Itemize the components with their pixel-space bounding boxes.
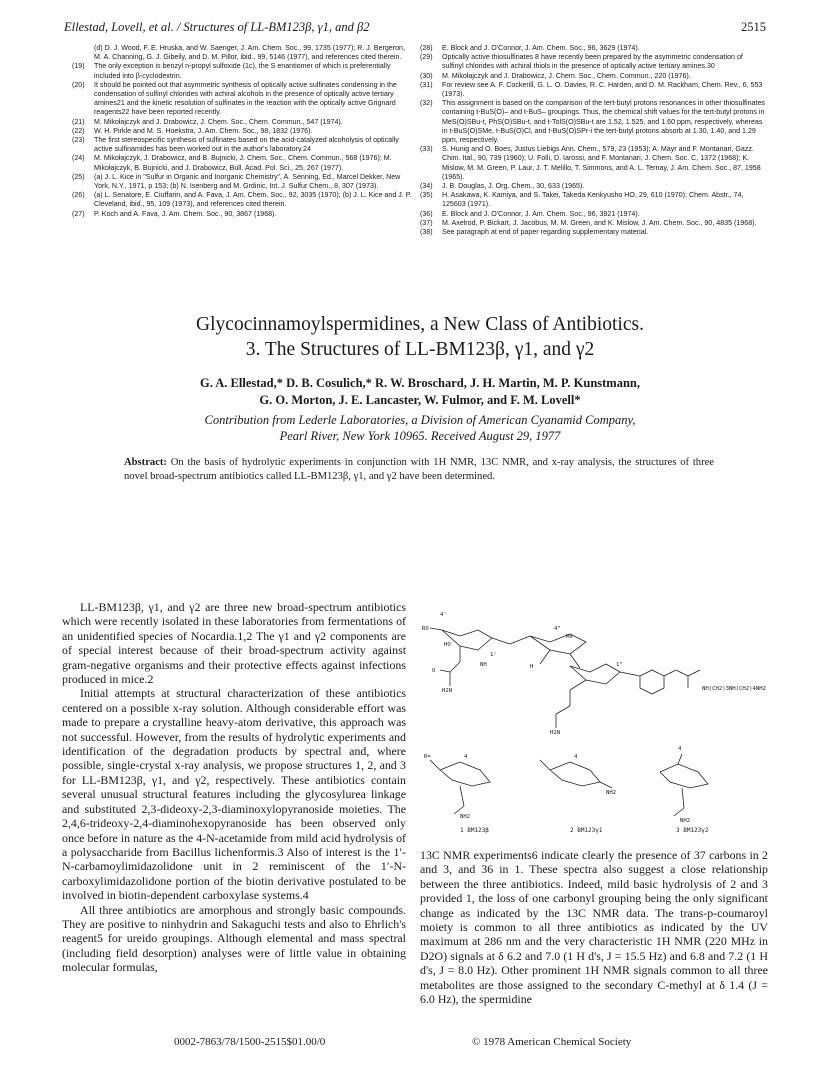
reference-text: E. Block and J. O'Connor, J. Am. Chem. Soc., 96, 3921 (1974).: [442, 209, 640, 218]
label-nh2-ring1: NH2: [460, 814, 471, 820]
body-left-column: [62, 600, 406, 975]
reference-text: W. H. Pirkle and M. S. Hoekstra, J. Am. Chem. Soc., 98, 1832 (1976).: [94, 126, 313, 135]
title-line-2: 3. The Structures of LL-BM123β, γ1, and γ2: [245, 339, 595, 360]
label-4-ring3: 4: [678, 746, 682, 752]
article-title: [120, 312, 720, 362]
running-head: [64, 20, 766, 36]
reference-text: (a) L. Senatore, E. Ciuffarin, and A. Fava, J. Am. Chem. Soc., 92, 3035 (1970); (b) J. L. Kice and J. P. Cleveland, ibid., 95, 109 (1973), and references cited therein.: [94, 191, 412, 209]
reference-item: [72, 191, 412, 209]
reference-item: [72, 173, 412, 191]
authors-line-2: G. O. Morton, J. E. Lancaster, W. Fulmor, and F. M. Lovell*: [259, 393, 581, 407]
label-4-ring2: 4: [574, 754, 578, 760]
reference-text: It should be pointed out that asymmetric synthesis of optically active sulfinates condensing in the condensation of sulfinyl chlorides with achiral alcohols in the presence of optically active tertiary amines21 and the kinetic resolution of sulfinates in the reaction with the optically active Grignard reagents22 have been reported recently.: [94, 80, 397, 117]
reference-number: (32): [420, 99, 433, 108]
reference-item: [72, 62, 412, 80]
label-o: O: [432, 668, 436, 674]
reference-text: For review see A. F. Cockerill, G. L. O. Davies, R. C. Harden, and D. M. Rackham, Chem. Rev., 6, 553 (1973).: [442, 80, 763, 99]
body-paragraph: LL-BM123β, γ1, and γ2 are three new broad-spectrum antibiotics which were recently isolated in these laboratories from fermentations of an unidentified species of Nocardia.1,2 The γ1 and γ2 components are of special interest because of their broad-spectrum activity against gram-negative organisms and their protective effects against infections produced in mice.2: [62, 600, 406, 687]
reference-text: This assignment is based on the comparison of the tert-butyl protons resonances in other thiosulfinates containing t-BuS(O)– and t-BuS– groupings. Thus, the chemical shift values for the tert-butyl protons in MeS(O)SBu-t, PhS(O)SBu-t, and t-TolS(O)SBu-t are 1.52, 1.525, and 1.60 ppm, respectively, whereas in t-BuS(O)SMe, t-BuS(O)Cl, and t-BuS(O)SPr-i the tert-butyl protons absorb at 1.30, 1.40, and 1.29 ppm, respectively.: [442, 99, 765, 145]
label-1-prime: 1': [490, 652, 497, 658]
reference-text: M. Mikołajczyk, J. Drabowicz, and B. Bujnicki, J. Chem. Soc., Chem. Commun., 568 (1976); M. Mikołajczyk, B. Bujnicki, and J. Drabowicz, Bull. Acad. Pol. Sci., 25, 267 (1977).: [94, 154, 392, 172]
reference-number: (22): [72, 126, 85, 135]
reference-number: (19): [72, 62, 85, 71]
reference-number: (38): [420, 228, 433, 237]
label-4-double-prime: 4": [554, 626, 561, 632]
abstract-text: On the basis of hydrolytic experiments in conjunction with 1H NMR, 13C NMR, and x-ray analysis, the structures of three novel broad-spectrum antibiotics called LL-BM123β, γ1, and γ2 have been determined.: [124, 457, 714, 482]
label-1-double-prime: 1": [616, 662, 623, 668]
label-r: R=: [424, 754, 431, 760]
reference-item: [420, 182, 765, 191]
reference-number: (33): [420, 145, 433, 154]
reference-number: (34): [420, 182, 433, 191]
label-side-chain: NH(CH2)3NH(CH2)4NH2: [702, 686, 766, 692]
references-right-column: [420, 44, 765, 237]
reference-number: (23): [72, 136, 85, 145]
label-4-ring1: 4: [464, 754, 468, 760]
structure-figure: [420, 610, 768, 835]
page-number: 2515: [741, 20, 766, 34]
reference-number: (31): [420, 80, 433, 89]
reference-item: [420, 44, 765, 53]
reference-text: (d) D. J. Wood, F. E. Hruska, and W. Saenger, J. Am. Chem. Soc., 99, 1735 (1977); R. J. Bergeron, M. A. Channing, G. J. Gibeily, and D. M. Pillor, ibid., 99, 5146 (1977), and references cited therein.: [94, 44, 405, 62]
body-right-column: [420, 848, 768, 1006]
abstract-label: Abstract:: [124, 457, 167, 468]
reference-item: [420, 219, 765, 228]
reference-text: M. Mikołajczyk and J. Drabowicz, J. Chem. Soc., Chem. Commun., 547 (1974).: [94, 117, 343, 126]
label-nh2-ring2: NH2: [606, 790, 617, 796]
reference-text: The first stereospecific synthesis of sulfinates based on the acid-catalyzed alcoholysis of optically active sulfinamides has been worked out in the author's laboratory.24: [94, 136, 399, 154]
reference-item: [420, 72, 765, 81]
author-list: [70, 375, 770, 409]
reference-item: [420, 81, 765, 99]
reference-text: Optically active thiosulfinates 8 have recently been prepared by the asymmetric condensation of sulfinyl chlorides with achiral thiols in the presence of optically active tertiary amines.30: [442, 53, 743, 71]
reference-text: The only exception is benzyl n-propyl sulfoxide (1c), the S enantiomer of which is preferentially included into β-cyclodextrin.: [94, 62, 391, 80]
reference-number: (37): [420, 218, 433, 227]
reference-number: (30): [420, 71, 433, 80]
reference-item: [72, 118, 412, 127]
figure-caption-3: 3 BM123γ2: [676, 827, 709, 834]
label-h2n: H2N: [442, 688, 453, 694]
reference-number: (21): [72, 117, 85, 126]
body-paragraph: 13C NMR experiments6 indicate clearly the presence of 37 carbons in 2 and 3, and 36 in 1. These spectra also suggest a close relationship between the three antibiotics. Indeed, mild basic hydrolysis of 2 and 3 provided 1, the loss of one carbonyl grouping being the only significant change as indicated by the 13C NMR data. The trans-p-coumaroyl moiety is common to all three antibiotics as indicated by the UV maximum at 286 nm and the very characteristic 1H NMR (220 MHz in D2O) signals at δ 6.2 and 7.0 (1 H d's, J = 15.5 Hz) and 6.8 and 7.2 (1 H d's, J = 8.0 Hz). Other prominent 1H NMR signals common to all three metabolites are those assigned to the secondary C-methyl at δ 1.4 (J = 6.0 Hz), the spermidine: [420, 848, 768, 1007]
reference-item: [72, 81, 412, 118]
body-paragraph: All three antibiotics are amorphous and strongly basic compounds. They are positive to ninhydrin and Sakaguchi tests and also to Ehrlich's reagent5 for ureido groupings. Although elemental and mass spectral (including field desorption) analyses were of little value in obtaining molecular formulas,: [62, 902, 406, 975]
reference-number: (36): [420, 209, 433, 218]
reference-item: [420, 228, 765, 237]
reference-text: E. Block and J. O'Connor, J. Am. Chem. Soc., 96, 3629 (1974).: [442, 44, 640, 52]
title-line-1: Glycocinnamoylspermidines, a New Class of Antibiotics.: [196, 314, 644, 335]
affiliation-line-2: Pearl River, New York 10965. Received August 29, 1977: [279, 429, 561, 443]
label-nh2-ring3: NH2: [680, 818, 691, 824]
reference-item: [72, 127, 412, 136]
figure-caption-2: 2 BM123γ1: [570, 827, 603, 834]
references-left-column: [72, 44, 412, 219]
reference-text: (a) J. L. Kice in "Sulfur in Organic and Inorganic Chemistry", A. Senning, Ed., Marcel Dekker, New York, N.Y., 1971, p 153; (b) N. Isenberg and M. Grdinic, Int. J. Sulfur Chem., 8, 307 (1973).: [94, 172, 401, 191]
reference-item: [420, 210, 765, 219]
reference-item: [420, 99, 765, 145]
reference-text: M. Axelrod, P. Bickart, J. Jacobus, M. M. Green, and K. Mislow, J. Am. Chem. Soc., 90, 4835 (1968).: [442, 218, 757, 227]
reference-text: See paragraph at end of paper regarding supplementary material.: [442, 228, 649, 237]
reference-number: (29): [420, 53, 433, 62]
reference-text: H. Asakawa, K. Kamiya, and S. Takei, Takeda Kenkyusho HO, 29, 610 (1970); Chem. Abstr., 74, 125603 (1971).: [442, 191, 744, 209]
reference-number: (25): [72, 172, 85, 181]
abstract: [124, 456, 714, 484]
running-title: Ellestad, Lovell, et al. / Structures of LL-BM123β, γ1, and β2: [64, 20, 370, 34]
reference-item: [72, 44, 412, 62]
reference-item: [420, 53, 765, 71]
reference-item: [72, 154, 412, 172]
reference-number: (20): [72, 80, 85, 89]
affiliation-line-1: Contribution from Lederle Laboratories, a Division of American Cyanamid Company,: [204, 413, 636, 427]
reference-item: [72, 210, 412, 219]
reference-text: M. Mikołajczyk and J. Drabowicz, J. Chem. Soc., Chem. Commun., 220 (1976).: [442, 71, 691, 80]
reference-number: (28): [420, 44, 433, 52]
reference-number: (24): [72, 154, 85, 163]
label-4-prime: 4': [440, 612, 447, 618]
affiliation: [70, 412, 770, 444]
structure-drawing: [420, 610, 768, 835]
reference-item: [420, 145, 765, 182]
label-me: Me: [566, 634, 573, 640]
figure-caption-1: 1 BM123β: [460, 827, 489, 834]
reference-item: [420, 191, 765, 209]
reference-text: P. Koch and A. Fava, J. Am. Chem. Soc., 90, 3867 (1968).: [94, 209, 277, 218]
label-ho: HO: [444, 642, 451, 648]
label-h2n-lower: H2N: [550, 730, 561, 736]
authors-line-1: G. A. Ellestad,* D. B. Cosulich,* R. W. Broschard, J. H. Martin, M. P. Kunstmann,: [200, 376, 640, 390]
reference-number: (35): [420, 191, 433, 200]
label-h: H: [530, 664, 534, 670]
body-paragraph: Initial attempts at structural characterization of these antibiotics centered on a possible x-ray solution. Although considerable effort was made to prepare a crystalline heavy-atom derivative, this approach was not successful. However, from the results of hydrolytic experiments and identification of the degradation products by spectral and, where possible, single-crystal x-ray analysis, we propose structures 1, 2, and 3 for LL-BM123β, γ1, and γ2, respectively. These antibiotics contain several unusual structural features including the glycosylurea linkage and substituted 2,3-dideoxy-2,3-diaminoxylopyranoside moieties. The 2,4,6-trideoxy-2,4-diaminohexopyranoside has been observed only once before in nature as the 4-N-acetamide from mild acid hydrolysis of a polysaccharide from Bacillus lichenformis.3 Also of interest is the 1′-N-carbamoylimidazolidone unit in 2 reminiscent of the 1′-N-carboxylimidazolidone portion of the biotin derivative postulated to be involved in biotin-dependent carboxylase systems.4: [62, 686, 406, 903]
reference-number: (26): [72, 191, 85, 200]
reference-item: [72, 136, 412, 154]
reference-text: J. B. Douglas, J. Org. Chem., 30, 633 (1965).: [442, 182, 585, 191]
reference-number: (27): [72, 209, 85, 218]
label-nh: NH: [480, 662, 487, 668]
label-ro: RO: [422, 626, 429, 632]
footer-copyright: © 1978 American Chemical Society: [472, 1036, 632, 1048]
reference-text: S. Hunig and O. Boes, Justus Liebigs Ann. Chem., 579, 23 (1953); A. Mayr and F. Montanari, Gazz. Chim. Ital., 90, 739 (1960); U. Folli, D. Iarossi, and F. Montanari, J. Chem. Soc. C, 1372 (1968); K. Mislow, M. M. Green, P. Laur, J. T. Melillo, T. Simmons, and A. L. Ternay, J. Am. Chem. Soc., 87, 1958 (1965).: [442, 145, 761, 181]
footer-code: 0002-7863/78/1500-2515$01.00/0: [174, 1036, 326, 1048]
